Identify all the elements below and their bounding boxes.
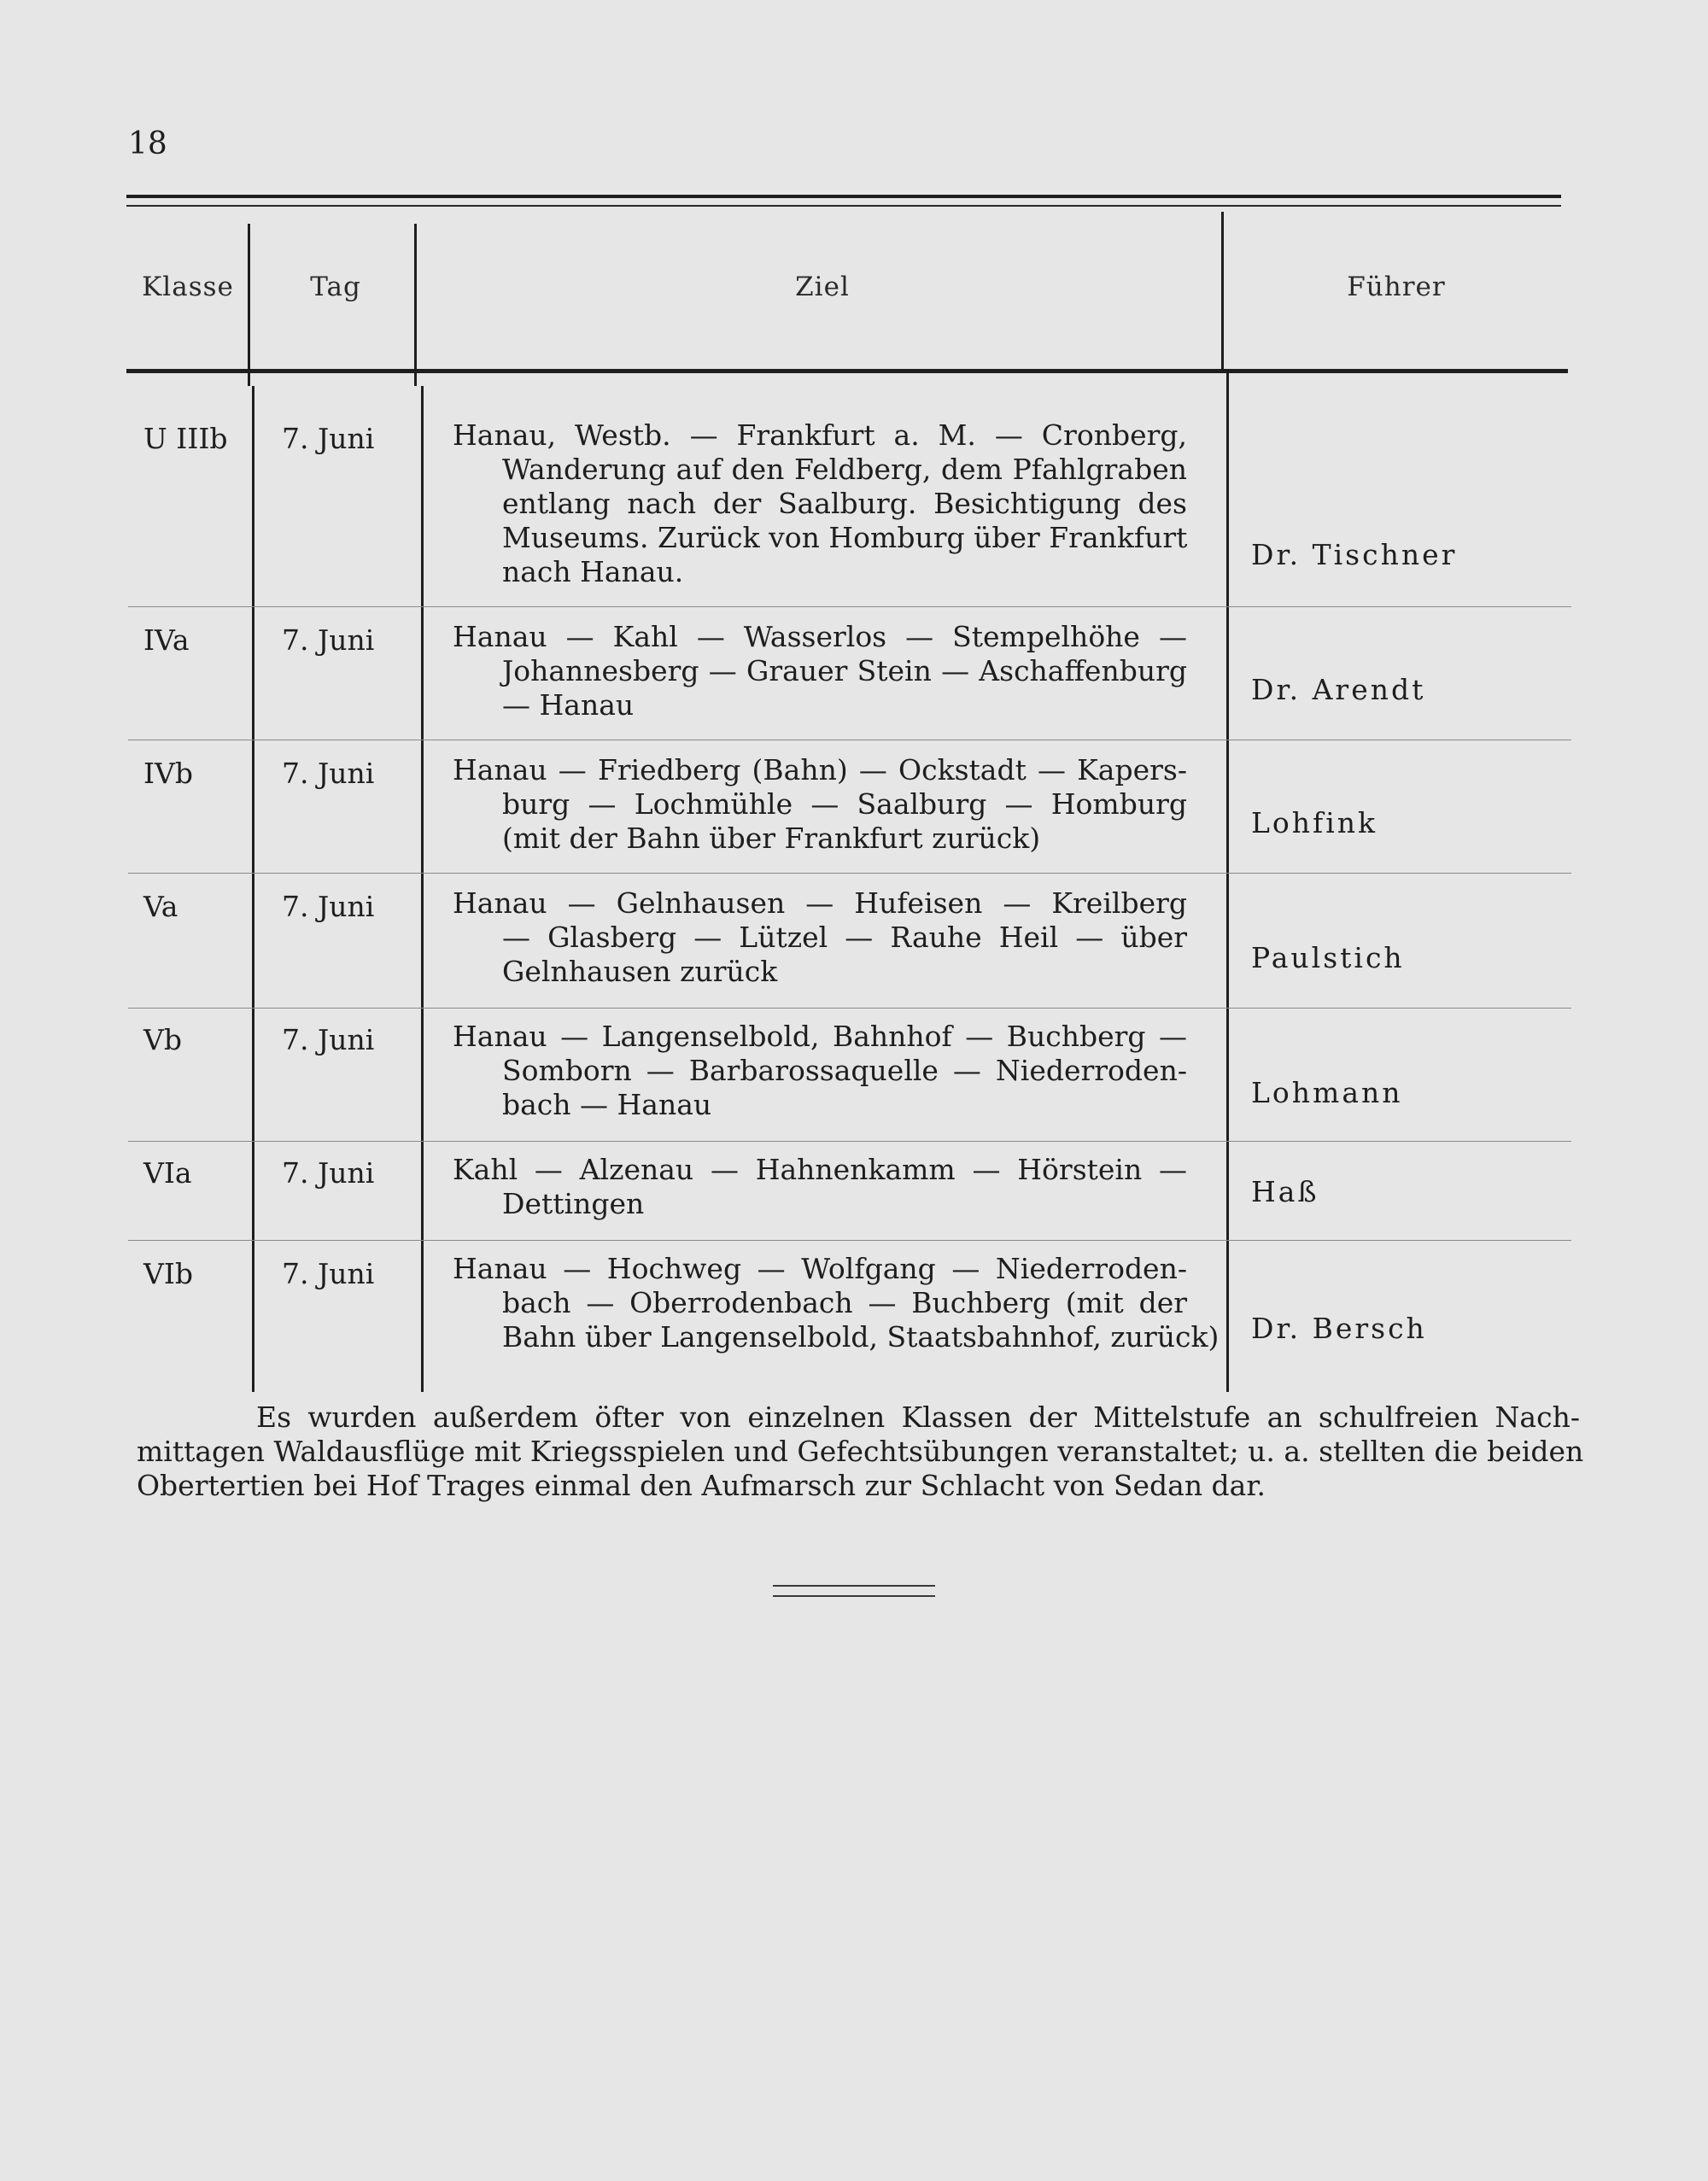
ziel-line: Hanau — Langenselbold, Bahnhof — Buchberg — xyxy=(453,1020,1187,1053)
ziel-line: Hanau — Hochweg — Wolfgang — Niederroden- xyxy=(453,1252,1187,1285)
cell-tag: 7. Juni xyxy=(282,1257,375,1290)
row-separator xyxy=(128,1240,1571,1241)
cell-klasse: IVb xyxy=(143,757,193,790)
cell-tag: 7. Juni xyxy=(282,623,375,657)
header-ziel: Ziel xyxy=(795,272,850,302)
header-tag: Tag xyxy=(310,272,361,302)
cell-fuehrer: Haß xyxy=(1251,1175,1319,1208)
row-separator xyxy=(128,606,1571,607)
cell-fuehrer: Dr. Bersch xyxy=(1251,1312,1427,1345)
ziel-line: Hanau — Friedberg (Bahn) — Ockstadt — Kapers- xyxy=(453,753,1187,786)
column-divider xyxy=(421,386,424,1392)
ziel-line: Hanau, Westb. — Frankfurt a. M. — Cronberg, xyxy=(453,418,1187,452)
cell-tag: 7. Juni xyxy=(282,422,375,455)
cell-ziel xyxy=(453,1252,1220,1354)
cell-ziel xyxy=(453,1153,1187,1221)
ziel-line: bach — Oberrodenbach — Buchberg (mit der xyxy=(502,1286,1187,1319)
cell-tag: 7. Juni xyxy=(282,757,375,790)
end-ornament-rule xyxy=(773,1585,935,1597)
cell-klasse: Vb xyxy=(143,1023,182,1056)
column-divider xyxy=(248,224,250,386)
cell-tag: 7. Juni xyxy=(282,1156,375,1190)
ziel-line: Hanau — Gelnhausen — Hufeisen — Kreilberg xyxy=(453,886,1187,920)
cell-klasse: U IIIb xyxy=(143,422,228,455)
ziel-line: (mit der Bahn über Frankfurt zurück) xyxy=(502,822,1041,855)
column-divider xyxy=(252,386,254,1392)
cell-klasse: Va xyxy=(143,890,178,923)
ziel-line: Bahn über Langenselbold, Staatsbahnhof, zurück) xyxy=(502,1320,1220,1354)
ziel-line: Gelnhausen zurück xyxy=(502,955,778,988)
ziel-line: bach — Hanau xyxy=(502,1088,712,1121)
cell-fuehrer: Dr. Arendt xyxy=(1251,673,1426,706)
ziel-line: Dettingen xyxy=(502,1187,645,1220)
cell-tag: 7. Juni xyxy=(282,1023,375,1056)
footnote-line: mittagen Waldausflüge mit Kriegsspielen und Gefechtsübungen veranstaltet; u. a. stellten die beiden xyxy=(137,1435,1584,1468)
column-divider xyxy=(1221,212,1224,372)
cell-tag: 7. Juni xyxy=(282,890,375,923)
footnote-line: Obertertien bei Hof Trages einmal den Aufmarsch zur Schlacht von Sedan dar. xyxy=(137,1469,1266,1502)
cell-ziel xyxy=(453,753,1187,856)
header-fuehrer: Führer xyxy=(1347,272,1446,302)
ziel-line: Hanau — Kahl — Wasserlos — Stempelhöhe — xyxy=(453,620,1187,653)
footnote-line: Es wurden außerdem öfter von einzelnen Klassen der Mittelstufe an schulfreien Nach- xyxy=(256,1400,1580,1434)
footnote-paragraph xyxy=(137,1400,1584,1503)
ziel-line: burg — Lochmühle — Saalburg — Homburg xyxy=(502,787,1187,821)
row-separator xyxy=(128,1141,1571,1142)
ziel-line: nach Hanau. xyxy=(502,555,684,588)
column-divider xyxy=(1226,372,1229,1392)
cell-ziel xyxy=(453,1020,1187,1122)
ziel-line: — Glasberg — Lützel — Rauhe Heil — über xyxy=(502,921,1187,954)
cell-fuehrer: Lohmann xyxy=(1251,1076,1403,1109)
cell-fuehrer: Lohfink xyxy=(1251,806,1378,839)
column-divider xyxy=(414,224,417,386)
row-separator xyxy=(128,1008,1571,1009)
cell-ziel xyxy=(453,418,1187,589)
row-separator xyxy=(128,873,1571,874)
cell-ziel xyxy=(453,886,1187,989)
cell-fuehrer: Dr. Tischner xyxy=(1251,538,1458,571)
ziel-line: Museums. Zurück von Homburg über Frankfurt xyxy=(502,521,1188,554)
cell-ziel xyxy=(453,620,1187,722)
table-header-rule xyxy=(126,369,1568,373)
page-number: 18 xyxy=(128,126,167,161)
table-top-rule-thin xyxy=(126,205,1561,207)
ziel-line: Wanderung auf den Feldberg, dem Pfahlgraben xyxy=(502,453,1187,486)
cell-klasse: IVa xyxy=(143,623,190,657)
ziel-line: entlang nach der Saalburg. Besichtigung des xyxy=(502,487,1187,520)
ziel-line: Kahl — Alzenau — Hahnenkamm — Hörstein — xyxy=(453,1153,1187,1186)
ziel-line: — Hanau xyxy=(502,688,635,722)
cell-fuehrer: Paulstich xyxy=(1251,941,1405,974)
table-top-rule xyxy=(126,195,1561,198)
header-klasse: Klasse xyxy=(142,272,234,302)
ziel-line: Johannesberg — Grauer Stein — Aschaffenburg xyxy=(502,654,1187,687)
cell-klasse: VIb xyxy=(143,1257,193,1290)
cell-klasse: VIa xyxy=(143,1156,192,1190)
ziel-line: Somborn — Barbarossaquelle — Niederroden- xyxy=(502,1054,1187,1087)
